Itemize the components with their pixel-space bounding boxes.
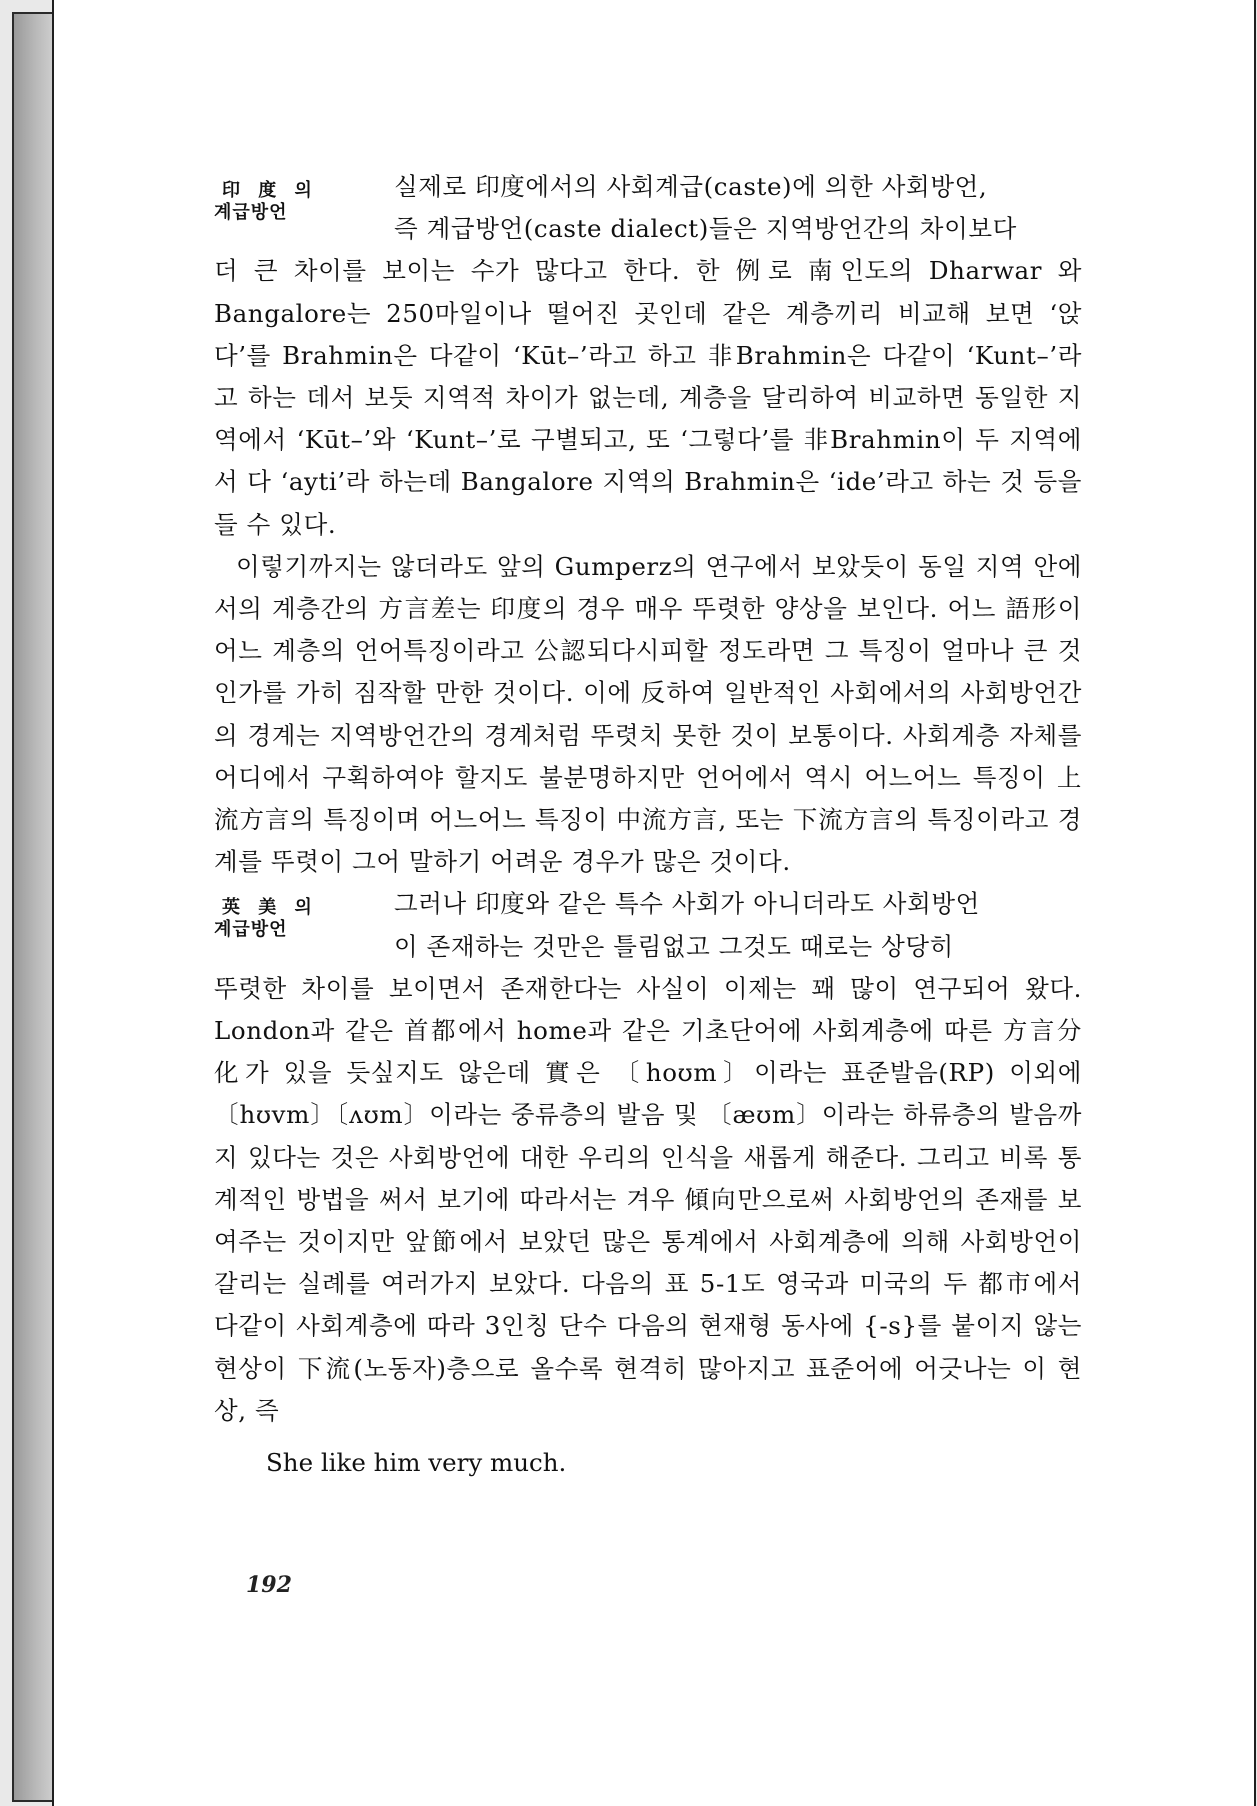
wrapped-line: 실제로 印度에서의 사회계급(caste)에 의한 사회방언, xyxy=(394,172,988,201)
section-anglo-american xyxy=(214,883,1082,1432)
wrapped-line: 이 존재하는 것만은 틀림없고 그것도 때로는 상당히 xyxy=(394,931,954,961)
page-body xyxy=(214,166,1082,1484)
book-spine xyxy=(12,12,56,1802)
wrapped-line: 그러나 印度와 같은 특수 사회가 아니더라도 사회방언 xyxy=(394,889,980,919)
page-number: 192 xyxy=(246,1572,292,1598)
margin-heading-india xyxy=(214,180,332,224)
margin-heading-line1: 英 美 의 xyxy=(222,897,318,919)
paragraph-india: 더 큰 차이를 보이는 수가 많다고 한다. 한 例로 南인도의 Dharwar 와 Bangalore는 250마일이나 떨어진 곳인데 같은 계층끼리 비교해 보면 ‘앉다’를 Brahmin은 다같이 ‘Kūt–’라고 하고 非Brahmin은 다같이 ‘Kunt–’라고 하는 데서 보듯 지역적 차이가 없는데, 계층을 달리하여 비교하면 동일한 지역에서 ‘Kūt–’와 ‘Kunt–’로 구별되고, 또 ‘그렇다’를 非Brahmin이 두 지역에서 다 ‘ayti’라 하는데 Bangalore 지역의 Brahmin은 ‘ide’라고 하는 것 등을 들 수 있다. xyxy=(214,256,1082,539)
margin-heading-anglo-american xyxy=(214,897,332,941)
margin-heading-line1: 印 度 의 xyxy=(222,180,318,201)
paragraph-dialect-boundaries: 이렇기까지는 않더라도 앞의 Gumperz의 연구에서 보았듯이 동일 지역 안에서의 계층간의 方言差는 印度의 경우 매우 뚜렷한 양상을 보인다. 어느 語形이 어느 계층의 언어특징이라고 公認되다시피할 정도라면 그 특징이 얼마나 큰 것인가를 가히 짐작할 만한 것이다. 이에 反하여 일반적인 사회에서의 사회방언간의 경계는 지역방언간의 경계처럼 뚜렷치 못한 것이 보통이다. 사회계층 자체를 어디에서 구획하여야 할지도 불분명하지만 언어에서 역시 어느어느 특징이 上流方言의 특징이며 어느어느 특징이 中流方言, 또는 下流方言의 특징이라고 경계를 뚜렷이 그어 말하기 어려운 경우가 많은 것이다. xyxy=(214,551,1082,877)
section-india xyxy=(214,166,1082,546)
wrapped-line: 즉 계급방언(caste dialect)들은 지역방언간의 차이보다 xyxy=(394,214,1017,244)
example-sentence: She like him very much. xyxy=(266,1448,567,1478)
paragraph-anglo-american: 뚜렷한 차이를 보이면서 존재한다는 사실이 이제는 꽤 많이 연구되어 왔다. London과 같은 首都에서 home과 같은 기초단어에 사회계층에 따른 方言分化가 있을 듯싶지도 않은데 實은 〔hoʊm〕이라는 표준발음(RP) 이외에 〔hʊvm〕〔ʌʊm〕이라는 중류층의 발음 및 〔æʊm〕이라는 하류층의 발음까지 있다는 것은 사회방언에 대한 우리의 인식을 새롭게 해준다. 그리고 비록 통계적인 방법을 써서 보기에 따라서는 겨우 傾向만으로써 사회방언의 존재를 보여주는 것이지만 앞節에서 보았던 많은 통계에서 사회계층에 의해 사회방언이 갈리는 실례를 여러가지 보았다. 다음의 표 5-1도 영국과 미국의 두 都市에서 다같이 사회계층에 따라 3인칭 단수 다음의 현재형 동사에 {-s}를 붙이지 않는 현상이 下流(노동자)층으로 올수록 현격히 많아지고 표준어에 어긋나는 이 현상, 즉 xyxy=(214,973,1082,1425)
margin-heading-line2: 계급방언 xyxy=(214,919,288,941)
margin-heading-line2: 계급방언 xyxy=(214,202,288,223)
